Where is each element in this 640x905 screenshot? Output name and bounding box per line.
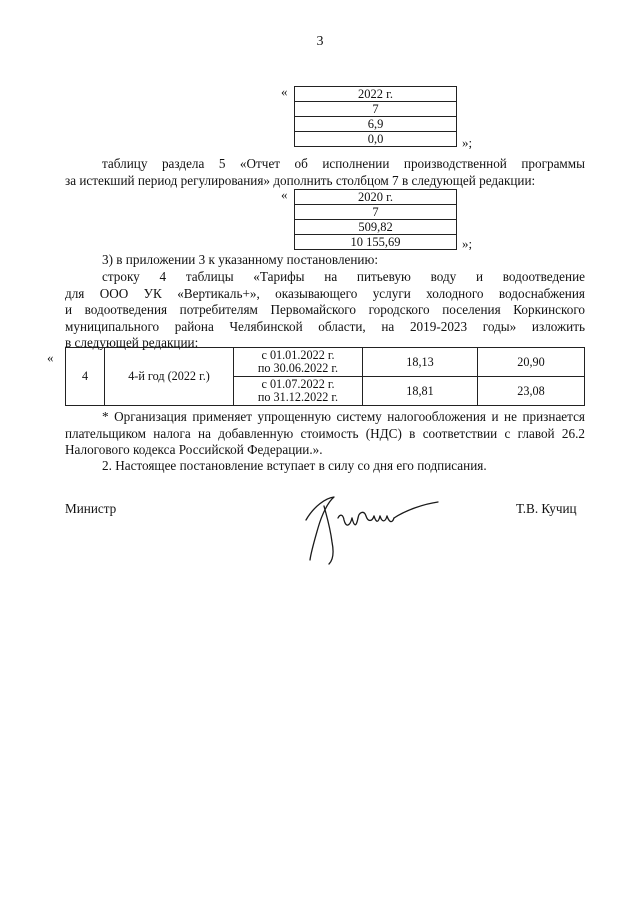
signatory-name: Т.В. Кучиц (516, 501, 577, 516)
date-from: с 01.01.2022 г. (261, 348, 335, 362)
footnote (65, 409, 585, 459)
table-cell: 2020 г. (295, 190, 457, 205)
paragraph-table5 (65, 156, 585, 189)
text-line: плательщиком налога на добавленную стоимость (НДС) в соответствии с главой 26.2 (65, 425, 585, 441)
row-number: 4 (66, 348, 105, 406)
date-to: по 30.06.2022 г. (257, 361, 339, 375)
text-line: Налогового кодекса Российской Федерации.». (65, 442, 323, 457)
text-line: в следующей редакции: (65, 335, 199, 350)
text-line: муниципального района Челябинской области, на 2019-2023 годы» изложить (65, 318, 585, 334)
table-cell: 509,82 (295, 220, 457, 235)
date-range (234, 348, 363, 377)
text-line: таблицу раздела 5 «Отчет об исполнении производственной программы (102, 156, 585, 171)
table-cell: 7 (295, 205, 457, 220)
signature-image (296, 488, 446, 568)
page-number: 3 (316, 34, 324, 49)
open-quote: « (281, 187, 288, 202)
tariff-table (65, 347, 585, 406)
close-quote: »; (462, 236, 473, 251)
tariff-value: 18,13 (363, 348, 478, 377)
open-quote: « (47, 350, 54, 365)
item-2: 2. Настоящее постановление вступает в силу со дня его подписания. (102, 458, 487, 473)
tariff-value: 18,81 (363, 377, 478, 406)
text-line: для ООО УК «Вертикаль+», оказывающего услуги холодного водоснабжения (65, 285, 585, 301)
date-range (234, 377, 363, 406)
item-3: 3) в приложении 3 к указанному постановлению: (102, 252, 379, 267)
signatory-position: Министр (65, 501, 117, 516)
table-cell: 6,9 (295, 117, 457, 132)
tariff-value: 20,90 (478, 348, 585, 377)
table-cell: 10 155,69 (295, 235, 457, 250)
date-from: с 01.07.2022 г. (261, 377, 335, 391)
table-2022 (294, 86, 457, 147)
text-line: * Организация применяет упрощенную систему налогообложения и не признается (102, 409, 585, 424)
date-to: по 31.12.2022 г. (257, 390, 339, 404)
table-cell: 2022 г. (295, 87, 457, 102)
close-quote: »; (462, 135, 473, 150)
text-line: и водоотведения потребителям Первомайского городского поселения Коркинского (65, 302, 585, 317)
open-quote: « (281, 84, 288, 99)
tariff-value: 23,08 (478, 377, 585, 406)
text-line: строку 4 таблицы «Тарифы на питьевую воду и водоотведение (102, 269, 585, 284)
text-line: за истекший период регулирования» дополнить столбцом 7 в следующей редакции: (65, 172, 536, 188)
table-cell: 0,0 (295, 132, 457, 147)
paragraph-row4 (65, 269, 585, 352)
period-year: 4-й год (2022 г.) (105, 348, 234, 406)
table-cell: 7 (295, 102, 457, 117)
table-2020 (294, 189, 457, 250)
